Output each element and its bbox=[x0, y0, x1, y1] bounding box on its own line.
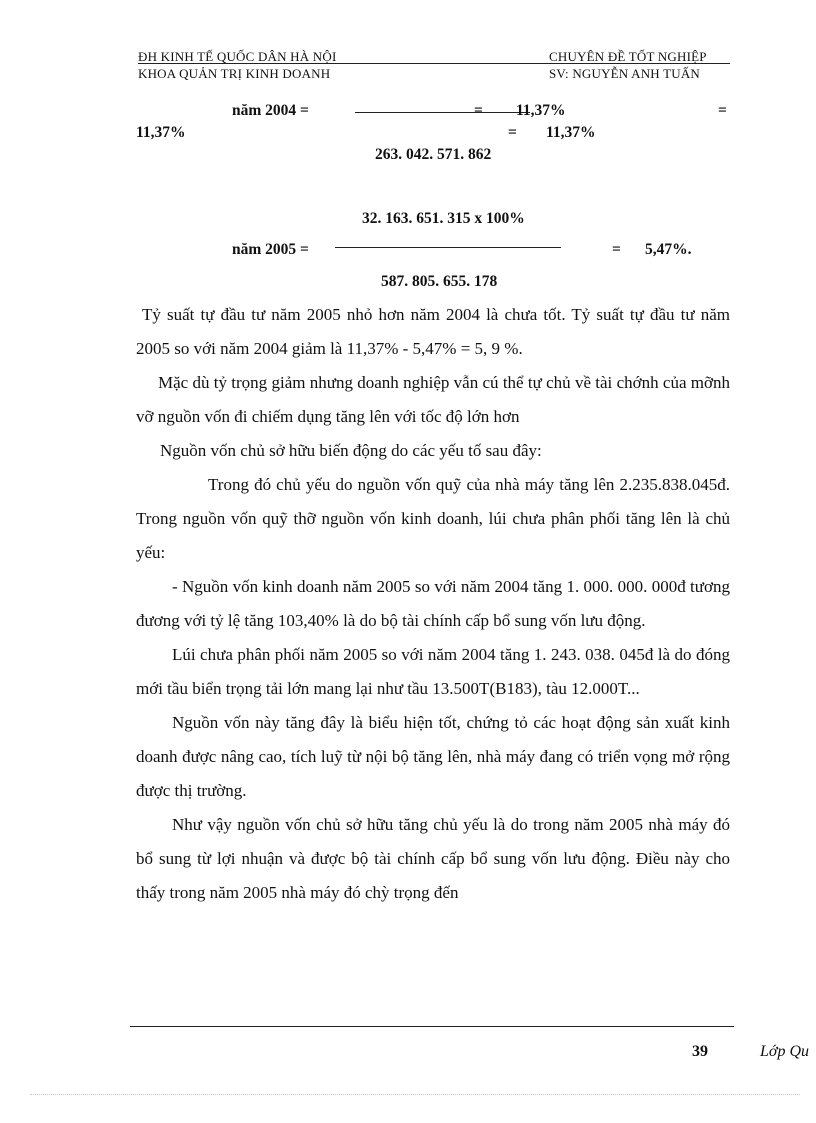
formula-2004-denominator: 263. 042. 571. 862 bbox=[375, 146, 492, 163]
header-student: SV: NGUYỄN ANH TUẤN bbox=[549, 66, 701, 81]
header-faculty: KHOA QUẢN TRỊ KINH DOANH bbox=[138, 66, 331, 81]
footer-class: Lớp Qu bbox=[760, 1043, 809, 1060]
formula-2005-numerator: 32. 163. 651. 315 x 100% bbox=[362, 210, 525, 227]
formula-2004-fraction-line bbox=[355, 112, 530, 113]
formula-2004-eq1: = bbox=[474, 102, 483, 119]
formula-2004-result1: 11,37% bbox=[516, 102, 566, 119]
paragraph: Nguồn vốn này tăng đây là biểu hiện tốt, chứng tỏ các hoạt động sản xuất kinh doanh được nâng cao, tích luỹ từ nội bộ tăng lên, nhà máy đang có triển vọng mở rộng được thị trường. bbox=[136, 713, 730, 800]
formula-2004-eq2: = bbox=[508, 124, 517, 141]
header-school: ĐH KINH TẾ QUỐC DÂN HÀ NỘI bbox=[138, 49, 337, 64]
page-bottom-dotted-line bbox=[30, 1094, 800, 1095]
header-doc-type: CHUYÊN ĐỀ TỐT NGHIỆP bbox=[549, 49, 707, 64]
formula-2004-label: năm 2004 = bbox=[232, 102, 309, 119]
formula-2005-fraction-line bbox=[335, 247, 561, 248]
formula-2005-denominator: 587. 805. 655. 178 bbox=[381, 273, 498, 290]
paragraph: Nguồn vốn chủ sở hữu biến động do các yếu tố sau đây: bbox=[160, 441, 542, 460]
formula-2005-label: năm 2005 = bbox=[232, 241, 309, 258]
paragraph: Tỷ suất tự đầu tư năm 2005 nhỏ hơn năm 2004 là chưa tốt. Tỷ suất tự đầu tư năm 2005 so với năm 2004 giảm là 11,37% - 5,47% = 5, 9 %. bbox=[136, 305, 730, 358]
paragraph: Lúi chưa phân phối năm 2005 so với năm 2004 tăng 1. 243. 038. 045đ là do đóng mới tầu biển trọng tải lớn mang lại như tầu 13.500T(B183), tàu 12.000T... bbox=[136, 645, 730, 698]
page-number: 39 bbox=[692, 1043, 708, 1060]
formula-2004-result2: 11,37% bbox=[546, 124, 596, 141]
paragraph: Như vậy nguồn vốn chủ sở hữu tăng chủ yếu là do trong năm 2005 nhà máy đó bổ sung từ lợi nhuận và được bộ tài chính cấp bổ sung vốn lưu động. Điều này cho thấy trong năm 2005 nhà máy đó chỳ trọng đến bbox=[136, 815, 730, 902]
formula-2005-eq: = bbox=[612, 241, 621, 258]
paragraph: Mặc dù tỷ trọng giảm nhưng doanh nghiệp vẫn cú thể tự chủ về tài chớnh của mỡnh vỡ nguồn vốn đi chiếm dụng tăng lên với tốc độ lớn hơn bbox=[136, 373, 730, 426]
paragraph: - Nguồn vốn kinh doanh năm 2005 so với năm 2004 tăng 1. 000. 000. 000đ tương đương với tỷ lệ tăng 103,40% là do bộ tài chính cấp bổ sung vốn lưu động. bbox=[136, 577, 730, 630]
formula-2004-wrap-value: 11,37% bbox=[136, 124, 186, 141]
header-divider bbox=[138, 63, 730, 64]
formula-2004-trail-eq: = bbox=[718, 102, 727, 119]
formula-2005-result: 5,47%. bbox=[645, 241, 692, 258]
paragraph: Trong đó chủ yếu do nguồn vốn quỹ của nhà máy tăng lên 2.235.838.045đ. Trong nguồn vốn quỹ thỡ nguồn vốn kinh doanh, lúi chưa phân phối tăng lên là chủ yếu: bbox=[136, 475, 730, 562]
footer-divider bbox=[130, 1026, 734, 1027]
body-text bbox=[136, 298, 730, 910]
